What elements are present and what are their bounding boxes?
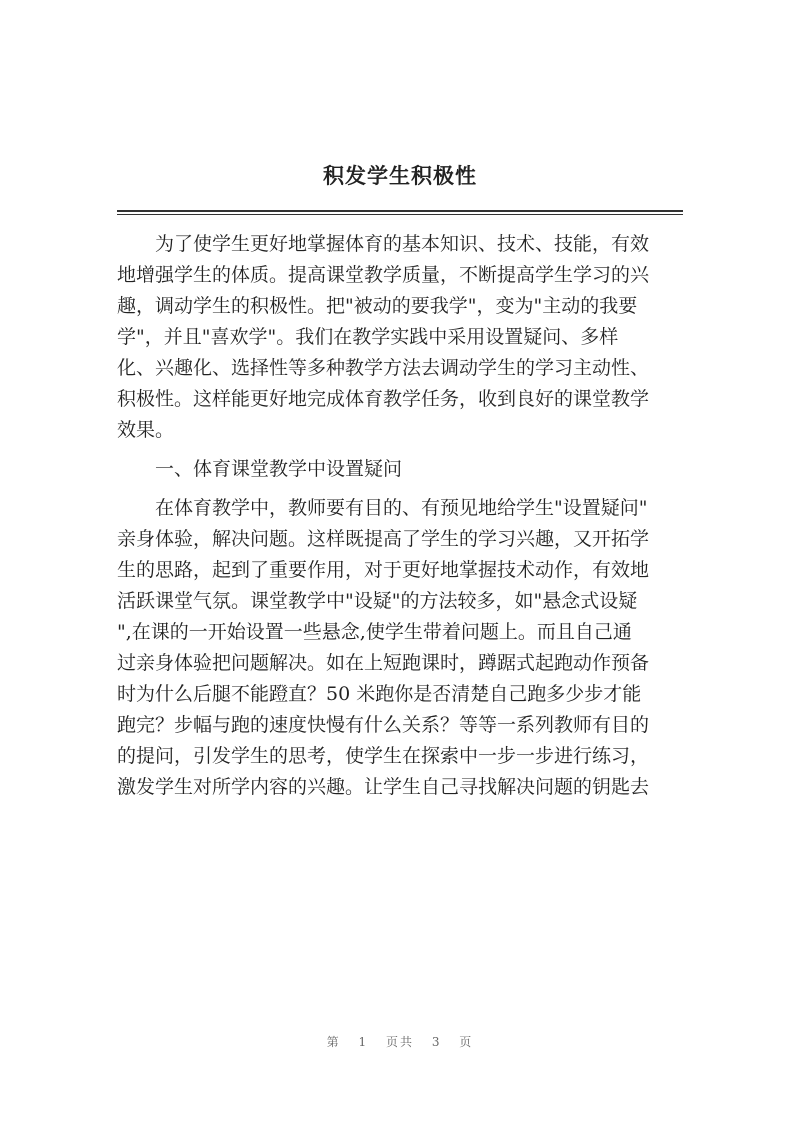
section-heading xyxy=(117,454,707,485)
text-line: 在体育教学中，教师要有目的、有预见地给学生"设置疑问" xyxy=(155,497,648,519)
text-line: 生的思路，起到了重要作用，对于更好地掌握技术动作，有效地 xyxy=(117,559,650,581)
text-line: 活跃课堂气氛。课堂教学中"设疑"的方法较多，如"悬念式设疑 xyxy=(117,590,638,612)
text-line: 激发学生对所学内容的兴趣。让学生自己寻找解决问题的钥匙去 xyxy=(117,776,650,798)
text-line: 为了使学生更好地掌握体育的基本知识、技术、技能，有效 xyxy=(155,233,650,255)
footer-total-pages: 3 xyxy=(431,1035,442,1049)
text-line: 的提问，引发学生的思考，使学生在探索中一步一步进行练习， xyxy=(117,745,650,767)
page-footer xyxy=(0,1033,800,1050)
paragraph-section-1 xyxy=(117,493,707,803)
text-line: ",在课的一开始设置一些悬念,使学生带着问题上。而且自己通 xyxy=(117,621,632,643)
text-line: 积极性。这样能更好地完成体育教学任务，收到良好的课堂教学 xyxy=(117,388,650,410)
footer-label-pages: 页 xyxy=(459,1035,474,1049)
text-line: 趣，调动学生的积极性。把"被动的要我学"，变为"主动的我要 xyxy=(117,295,638,317)
footer-label-page: 第 xyxy=(326,1035,341,1049)
title-rule-thin xyxy=(117,214,683,215)
text-line: 一、体育课堂教学中设置疑问 xyxy=(155,458,403,480)
document-title: 积发学生积极性 xyxy=(323,163,477,188)
text-line: 化、兴趣化、选择性等多种教学方法去调动学生的学习主动性、 xyxy=(117,357,650,379)
document-body xyxy=(117,229,707,811)
footer-current-page: 1 xyxy=(358,1035,369,1049)
footer-label-of: 页共 xyxy=(385,1035,414,1049)
text-line: 跑完？步幅与跑的速度快慢有什么关系？等等一系列教师有目的 xyxy=(117,714,650,736)
text-line: 地增强学生的体质。提高课堂教学质量，不断提高学生学习的兴 xyxy=(117,264,650,286)
text-line: 学"，并且"喜欢学"。我们在教学实践中采用设置疑问、多样 xyxy=(117,326,619,348)
text-line: 过亲身体验把问题解决。如在上短跑课时，蹲踞式起跑动作预备 xyxy=(117,652,650,674)
text-line: 时为什么后腿不能蹬直？50 米跑你是否清楚自己跑多少步才能 xyxy=(117,683,642,705)
paragraph-intro xyxy=(117,229,707,446)
text-line: 亲身体验，解决问题。这样既提高了学生的学习兴趣，又开拓学 xyxy=(117,528,650,550)
text-line: 效果。 xyxy=(117,419,175,441)
title-rule-thick xyxy=(117,210,683,212)
